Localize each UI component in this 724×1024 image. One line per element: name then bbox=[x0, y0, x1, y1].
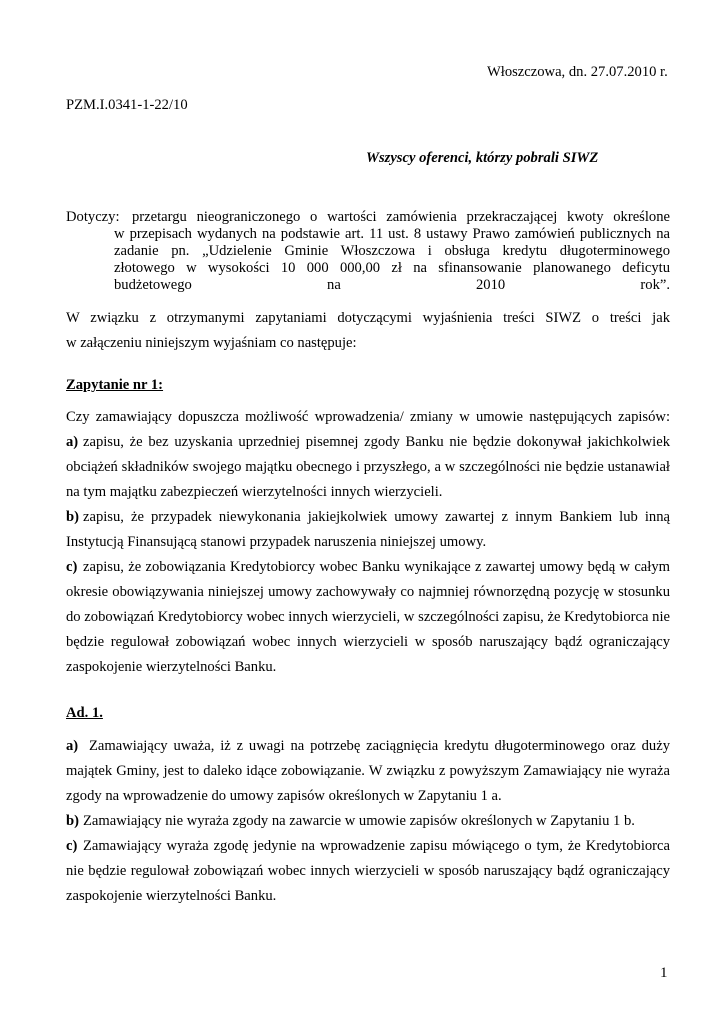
answer-c-line: nie będzie regulował zobowiązań wobec innych wierzycieli w sposób naruszający bądź ograniczający bbox=[66, 863, 670, 879]
subject-label: Dotyczy: bbox=[66, 209, 120, 225]
question-a-label: a) bbox=[66, 434, 79, 450]
answer-a-line: zgody na wprowadzenie do umowy zapisów określonych w Zapytaniu 1 a. bbox=[66, 788, 502, 804]
question-c-line: okresie obowiązywania niniejszej umowy zachowywały co najmniej równorzędną pozycję w stosunku bbox=[66, 584, 670, 600]
question-c-line: będzie regulował zobowiązań wobec innych wierzycieli w sposób naruszający bądź ograniczający bbox=[66, 634, 670, 650]
answer-b-line: Zamawiający nie wyraża zgody na zawarcie w umowie zapisów określonych w Zapytaniu 1 b. bbox=[83, 813, 635, 829]
question-lead: Czy zamawiający dopuszcza możliwość wprowadzenia/ zmiany w umowie następujących zapisów: bbox=[66, 409, 670, 425]
question-heading: Zapytanie nr 1: bbox=[66, 377, 164, 393]
question-c-line: zaspokojenie wierzytelności Banku. bbox=[66, 659, 277, 675]
place-date: Włoszczowa, dn. 27.07.2010 r. bbox=[487, 64, 668, 80]
question-c-line: zapisu, że zobowiązania Kredytobiorcy wobec Banku wynikające z zawartej umowy będą w całym bbox=[83, 559, 670, 575]
intro-line: w załączeniu niniejszym wyjaśniam co następuje: bbox=[66, 335, 357, 351]
question-c-line: do zobowiązań Kredytobiorcy wobec innych wierzycieli, w szczególności zapisu, że Kredytobiorca nie bbox=[66, 609, 670, 625]
question-b-line: Instytucją Finansującą stanowi przypadek naruszenia niniejszej umowy. bbox=[66, 534, 487, 550]
subject-line: złotowego w wysokości 10 000 000,00 zł na sfinansowanie planowanego deficytu bbox=[114, 260, 670, 276]
reference-number: PZM.I.0341-1-22/10 bbox=[66, 97, 188, 113]
question-b-line: zapisu, że przypadek niewykonania jakiejkolwiek umowy zawartej z innym Bankiem lub inną bbox=[83, 509, 670, 525]
answer-a-line: Zamawiający uważa, iż z uwagi na potrzebę zaciągnięcia kredytu długoterminowego oraz duży bbox=[89, 738, 670, 754]
question-a-line: na tym majątku zabezpieczeń wierzytelności innych wierzycieli. bbox=[66, 484, 443, 500]
answer-c-label: c) bbox=[66, 838, 78, 854]
subject-line: budżetowego na 2010 rok”. bbox=[114, 277, 670, 293]
answer-c-line: Zamawiający wyraża zgodę jedynie na wprowadzenie zapisu mówiącego o tym, że Kredytobiorca bbox=[83, 838, 670, 854]
question-a-line: zapisu, że bez uzyskania uprzedniej pisemnej zgody Banku nie będzie dokonywał jakichkolwiek bbox=[83, 434, 670, 450]
intro-line: W związku z otrzymanymi zapytaniami dotyczącymi wyjaśnienia treści SIWZ o treści jak bbox=[66, 310, 670, 326]
subject-line: w przepisach wydanych na podstawie art. 11 ust. 8 ustawy Prawo zamówień publicznych na bbox=[114, 226, 670, 242]
answer-a-label: a) bbox=[66, 738, 79, 754]
subject-line: zadanie pn. „Udzielenie Gminie Włoszczowa i obsługa kredytu długoterminowego bbox=[114, 243, 670, 259]
page-number: 1 bbox=[660, 965, 668, 981]
answer-c-line: zaspokojenie wierzytelności Banku. bbox=[66, 888, 277, 904]
addressee: Wszyscy oferenci, którzy pobrali SIWZ bbox=[366, 150, 599, 166]
question-a-line: obciążeń składników swojego majątku obecnego i przyszłego, a w szczególności nie będzie ustanawiał bbox=[66, 459, 670, 475]
question-c-label: c) bbox=[66, 559, 78, 575]
question-b-label: b) bbox=[66, 509, 79, 525]
subject-line: przetargu nieograniczonego o wartości zamówienia przekraczającej kwoty określone bbox=[132, 209, 670, 225]
answer-b-label: b) bbox=[66, 813, 79, 829]
answer-heading: Ad. 1. bbox=[66, 705, 103, 721]
answer-a-line: majątek Gminy, jest to daleko idące zobowiązanie. W związku z powyższym Zamawiający nie wyraża bbox=[66, 763, 670, 779]
